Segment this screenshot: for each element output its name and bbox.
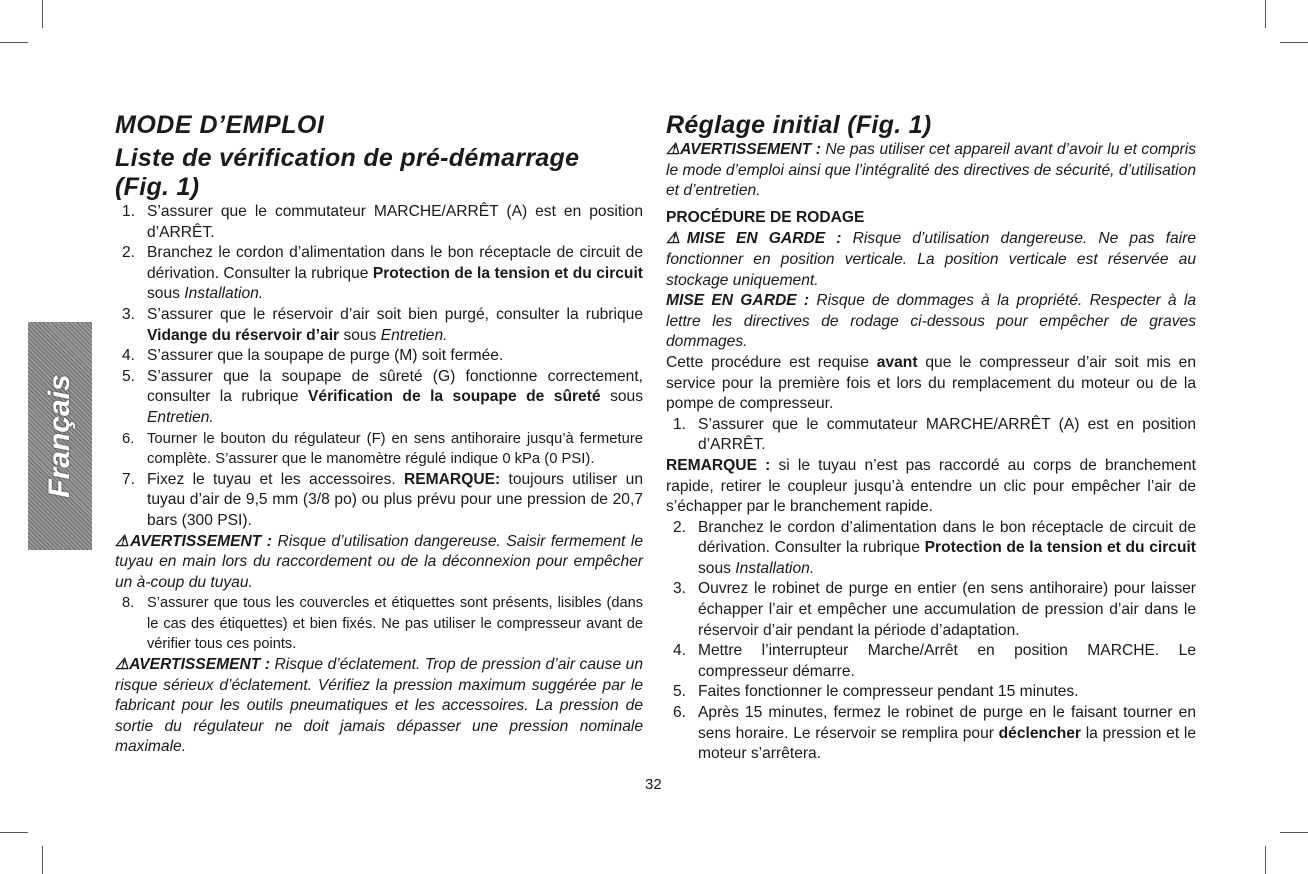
checklist-steps <box>115 202 643 532</box>
warning-read-manual: ⚠AVERTISSEMENT : Ne pas utiliser cet appareil avant d’avoir lu et compris le mode d’emploi ainsi que l’intégralité des directives de sécurité, d’utilisation et d’entretien. <box>666 141 1196 200</box>
crop-mark <box>0 42 28 43</box>
crop-mark <box>42 846 43 874</box>
list-item: 1. S’assurer que le commutateur MARCHE/ARRÊT (A) est en position d’ARRÊT. <box>122 203 643 241</box>
crop-mark <box>1265 846 1266 874</box>
language-tab-label: Français <box>43 374 76 498</box>
list-item: 1. S’assurer que le commutateur MARCHE/ARRÊT (A) est en position d’ARRÊT. <box>673 415 1196 454</box>
right-column <box>666 110 1196 765</box>
setup-title: Réglage initial (Fig. 1) <box>666 111 932 139</box>
list-item: 8. S’assurer que tous les couvercles et étiquettes sont présents, lisibles (dans le cas des étiquettes) et bien fixés. Ne pas utiliser le compresseur avant de vérifier tous ces points. <box>122 595 643 653</box>
mode-title: MODE D’EMPLOI <box>115 111 325 139</box>
list-item: 5. S’assurer que la soupape de sûreté (G) fonctionne correctement, consulter la rubrique Vérification de la soupape de sûreté sous Entretien. <box>122 367 644 426</box>
list-item: 2. Branchez le cordon d’alimentation dans le bon réceptacle de circuit de dérivation. Consulter la rubrique Protection de la tension et du circuit sous Installation. <box>122 244 643 303</box>
procedure-step-1 <box>666 415 1196 456</box>
list-item: 4. Mettre l’interrupteur Marche/Arrêt en position MARCHE. Le compresseur démarre. <box>673 642 1196 680</box>
procedure-intro: Cette procédure est requise avant que le compresseur d’air soit mis en service pour la première fois et lors du remplacement du moteur ou de la pompe de compresseur. <box>666 353 1196 413</box>
checklist-title: Liste de vérification de pré-démarrage <box>115 144 580 172</box>
caution-damage: MISE EN GARDE : Risque de dommages à la propriété. Respecter à la lettre les directives de rodage ci-dessous pour empêcher de graves dommages. <box>666 292 1196 351</box>
crop-mark <box>1280 832 1308 833</box>
crop-mark <box>1265 0 1266 28</box>
list-item: 3. S’assurer que le réservoir d’air soit bien purgé, consulter la rubrique Vidange du réservoir d’air sous Entretien. <box>122 305 643 344</box>
list-item: 3. Ouvrez le robinet de purge en entier (en sens antihoraire) pour laisser échapper l’air et empêcher une accumulation de pression d’air dans le réservoir d’air pendant la période d’adaptation. <box>673 580 1196 639</box>
procedure-title: PROCÉDURE DE RODAGE <box>666 208 865 226</box>
list-item: 5. Faites fonctionner le compresseur pendant 15 minutes. <box>673 683 1079 701</box>
language-tab <box>28 322 92 550</box>
note: REMARQUE : si le tuyau n’est pas raccordé au corps de branchement rapide, retirer le coupleur jusqu’à entendre un clic pour empêcher l’air de s’échapper par le branchement rapide. <box>666 456 1196 516</box>
warning-burst: ⚠AVERTISSEMENT : Risque d’éclatement. Trop de pression d’air cause un risque sérieux d’éclatement. Vérifiez la pression maximum suggérée par le fabricant pour les outils pneumatiques et les accessoires. La pression de sortie du régulateur ne doit jamais dépasser une pression nominale maximale. <box>115 656 643 756</box>
list-item: 4. S’assurer que la soupape de purge (M) soit fermée. <box>122 347 504 365</box>
checklist-step-8 <box>115 593 643 655</box>
procedure-steps <box>666 518 1196 765</box>
checklist-title-fig: (Fig. 1) <box>115 173 200 201</box>
crop-mark <box>42 0 43 28</box>
page-number: 32 <box>645 776 662 793</box>
list-item: 7. Fixez le tuyau et les accessoires. REMARQUE: toujours utiliser un tuyau d’air de 9,5 mm (3/8 po) ou plus prévu pour une pression de 20,7 bars (300 PSI). <box>122 470 643 529</box>
crop-mark <box>0 832 28 833</box>
left-column <box>115 110 643 758</box>
list-item: 6. Après 15 minutes, fermez le robinet de purge en le faisant tourner en sens horaire. Le réservoir se remplira pour déclencher la pression et le moteur s’arrêtera. <box>673 704 1196 763</box>
caution-vertical: ⚠MISE EN GARDE : Risque d’utilisation dangereuse. Ne pas faire fonctionner en position verticale. La position verticale est réservée au stockage uniquement. <box>666 230 1197 289</box>
list-item: 2. Branchez le cordon d’alimentation dans le bon réceptacle de circuit de dérivation. Consulter la rubrique Protection de la tension et du circuit sous Installation. <box>673 518 1196 577</box>
list-item: 6. Tourner le bouton du régulateur (F) en sens antihoraire jusqu’à fermeture complète. S’assurer que le manomètre régulé indique 0 kPa (0 PSI). <box>122 430 643 468</box>
warning-hose: ⚠AVERTISSEMENT : Risque d’utilisation dangereuse. Saisir fermement le tuyau en main lors du raccordement ou de la déconnexion pour empêcher un à-coup du tuyau. <box>115 532 643 591</box>
crop-mark <box>1280 42 1308 43</box>
